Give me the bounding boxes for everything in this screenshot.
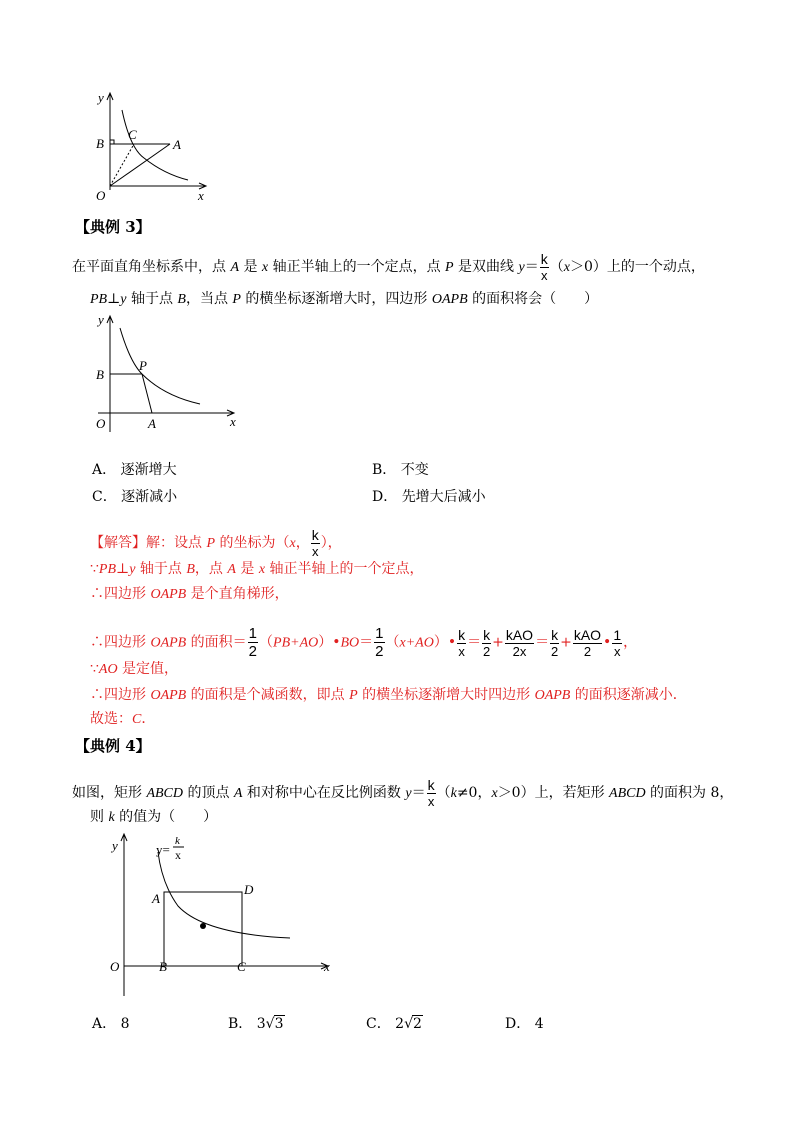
label-x: x [198,188,204,203]
label-A: A [148,416,156,431]
label-y: y [112,838,118,853]
ex3-question-line2: PB⊥y 轴于点 B，当点 P 的横坐标逐渐增大时，四边形 OAPB 的面积将会（ ） [90,291,599,307]
sqrt-symbol: √3 [265,1016,284,1032]
ex3-question-line1: 在平面直角坐标系中，点 A 是 x 轴正半轴上的一个定点，点 P 是双曲线 y＝ $\frac{k}{x}$ （x＞0）上的一个动点， [72,251,705,283]
func-label-y: y= [156,842,170,857]
label-P: P [139,358,147,373]
label-B: B [159,959,167,974]
sqrt-symbol: √2 [404,1016,422,1032]
ex4-option-a[interactable]: A． 8 [92,1016,130,1032]
func-label-x: x [175,848,181,862]
label-O: O [96,188,106,203]
label-y: y [98,90,104,105]
solution-line6: ∴四边形 OAPB 的面积是个减函数，即点 P 的横坐标逐渐增大时四边形 OAPB 的面积逐渐减小． [90,687,687,703]
label-C: C [237,959,246,974]
figure-1 [88,88,212,204]
label-O: O [110,959,120,974]
ex3-option-c[interactable]: C． 逐渐减小 [92,489,178,505]
ex4-option-d[interactable]: D． 4 [505,1016,544,1032]
ex3-heading: 【典例 3】 [75,218,151,236]
label-A: A [173,137,181,152]
segment-OC [110,144,134,186]
ex4-question-line2: 则 k 的值为（ ） [90,809,218,825]
ex3-option-d[interactable]: D． 先增大后减小 [372,489,486,505]
fraction-k-over-x: $\frac{k}{x}$ [427,777,435,809]
label-B: B [96,136,104,151]
ex4-option-b[interactable]: B． 3√3 [228,1016,284,1032]
ex4-option-c[interactable]: C． 2√2 [366,1016,422,1032]
ex4-heading: 【典例 4】 [75,737,151,755]
solution-line1: 【解答】解：设点 P 的坐标为（x， $\frac{k}{x}$ ）， [90,527,342,559]
solution-line5: ∵AO 是定值， [90,661,179,677]
fraction-k-over-x: $\frac{k}{x}$ [540,251,548,283]
ex3-option-b[interactable]: B． 不变 [372,462,429,478]
label-A: A [152,891,160,906]
label-C: C [128,127,137,142]
segment-OA [110,144,170,186]
hyperbola [120,328,200,404]
solution-line2: ∵PB⊥y 轴于点 B，点 A 是 x 轴正半轴上的一个定点， [90,561,424,577]
func-label-k: k [175,835,180,847]
label-x: x [324,959,330,974]
ex4-question-line1: 如图，矩形 ABCD 的顶点 A 和对称中心在反比例函数 y＝ $\frac{k}{x}$ （k≠0，x＞0）上，若矩形 ABCD 的面积为 8， [72,777,734,809]
label-y: y [98,312,104,327]
segment-PA [142,374,152,413]
solution-line4: ∴四边形 OAPB 的面积＝ $\frac{1}{2}$ （PB+AO）•BO＝ $\frac{1}{2}$ （x+AO）• $\frac{k}{x}$ ＝ $\frac{k}{2}$ + $\frac{\text{kAO}}{2x}$ ＝ $\frac{k}{2}$ + $\frac{\text{kAO}}{2}$ • $\frac{1}{x}$ ， [90,625,638,660]
solution-line7: 故选：C． [90,711,156,727]
figure-ex3 [88,312,244,436]
solution-line3: ∴四边形 OAPB 是个直角梯形， [90,586,289,602]
right-angle-mark [110,140,114,144]
figure-ex4 [98,828,338,1000]
center-point [200,923,206,929]
label-B: B [96,367,104,382]
hyperbola [158,852,290,938]
ex3-option-a[interactable]: A． 逐渐增大 [92,462,177,478]
label-O: O [96,416,106,431]
label-x: x [230,414,236,429]
label-D: D [244,882,254,897]
